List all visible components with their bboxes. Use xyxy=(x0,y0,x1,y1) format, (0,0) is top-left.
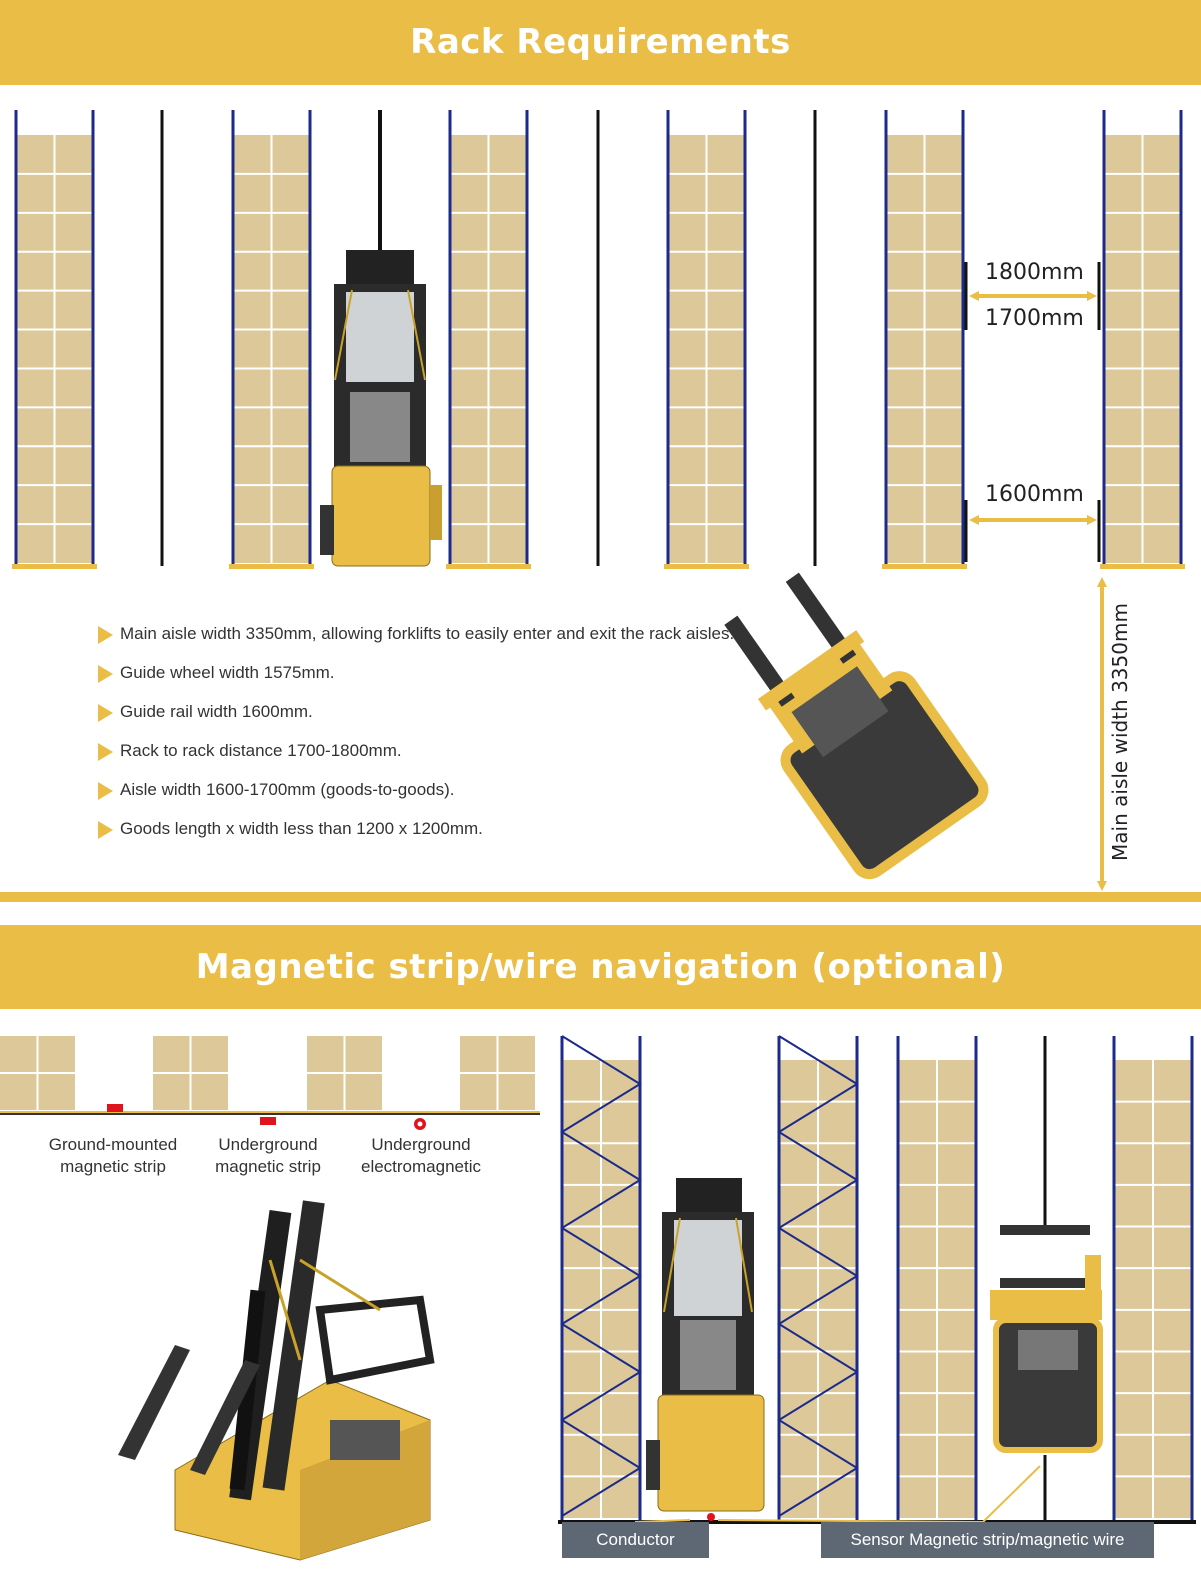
dimension-label-1800: 1800mm xyxy=(985,260,1084,285)
rack-base xyxy=(12,564,97,569)
section-title-magnetic-navigation: Magnetic strip/wire navigation (optional) xyxy=(0,925,1201,1009)
requirement-item xyxy=(98,739,734,778)
forklift-side-loading-icon xyxy=(990,1225,1102,1450)
dimension-arrows xyxy=(974,296,1102,886)
section-title-rack-requirements: Rack Requirements xyxy=(0,0,1201,85)
strip-diagram xyxy=(0,1104,540,1130)
caption-line: Underground xyxy=(371,1135,471,1154)
rack xyxy=(12,110,97,569)
caption-line: Underground xyxy=(218,1135,318,1154)
sensor-label: Sensor Magnetic strip/magnetic wire xyxy=(821,1522,1154,1558)
caption-line: magnetic strip xyxy=(60,1157,166,1176)
rack xyxy=(898,1036,976,1520)
requirement-text: Main aisle width 3350mm, allowing forklifts to easily enter and exit the rack aisles. xyxy=(120,624,735,643)
caption-line: magnetic strip xyxy=(215,1157,321,1176)
requirement-item xyxy=(98,700,734,739)
rack xyxy=(1100,110,1185,569)
requirement-text: Goods length x width less than 1200 x 1200mm. xyxy=(120,819,483,838)
conductor-label: Conductor xyxy=(562,1522,709,1558)
bullet-triangle-icon xyxy=(98,743,113,761)
forklift-3d-icon xyxy=(118,1200,430,1560)
rack-base xyxy=(664,564,749,569)
requirements-list xyxy=(98,622,734,856)
requirement-item xyxy=(98,778,734,817)
bullet-triangle-icon xyxy=(98,821,113,839)
dimension-label-1600: 1600mm xyxy=(985,482,1084,507)
requirement-text: Guide rail width 1600mm. xyxy=(120,702,313,721)
bullet-triangle-icon xyxy=(98,782,113,800)
caption-line: Ground-mounted xyxy=(48,1135,178,1154)
requirement-text: Guide wheel width 1575mm. xyxy=(120,663,335,682)
rack xyxy=(779,1036,857,1520)
forklift-turning-icon xyxy=(700,556,989,880)
requirement-item xyxy=(98,661,734,700)
bullet-triangle-icon xyxy=(98,704,113,722)
rack xyxy=(229,110,314,569)
section-divider xyxy=(0,892,1201,902)
rack-base xyxy=(229,564,314,569)
caption-underground-strip xyxy=(183,1134,353,1178)
rack-base xyxy=(1100,564,1185,569)
bullet-triangle-icon xyxy=(98,626,113,644)
requirement-item xyxy=(98,817,734,856)
requirement-item xyxy=(98,622,734,661)
main-aisle-width-label: Main aisle width 3350mm xyxy=(1108,603,1132,861)
caption-ground-mounted-strip xyxy=(28,1134,198,1178)
rack xyxy=(446,110,531,569)
rack xyxy=(664,110,749,569)
rack-base xyxy=(882,564,967,569)
dimension-label-1700: 1700mm xyxy=(985,306,1084,331)
rack xyxy=(1114,1036,1192,1520)
rack-base xyxy=(446,564,531,569)
forklift-top-view-icon xyxy=(320,110,442,566)
ground-strip-marker xyxy=(107,1104,123,1112)
rack xyxy=(562,1036,640,1520)
rack xyxy=(882,110,967,569)
requirement-text: Rack to rack distance 1700-1800mm. xyxy=(120,741,402,760)
underground-strip-marker xyxy=(260,1117,276,1125)
caption-underground-electromagnetic xyxy=(336,1134,506,1178)
forklift-aisle-icon xyxy=(646,1178,764,1521)
bullet-triangle-icon xyxy=(98,665,113,683)
requirement-text: Aisle width 1600-1700mm (goods-to-goods). xyxy=(120,780,455,799)
sensor-dot xyxy=(707,1513,715,1521)
caption-line: electromagnetic xyxy=(360,1157,481,1176)
